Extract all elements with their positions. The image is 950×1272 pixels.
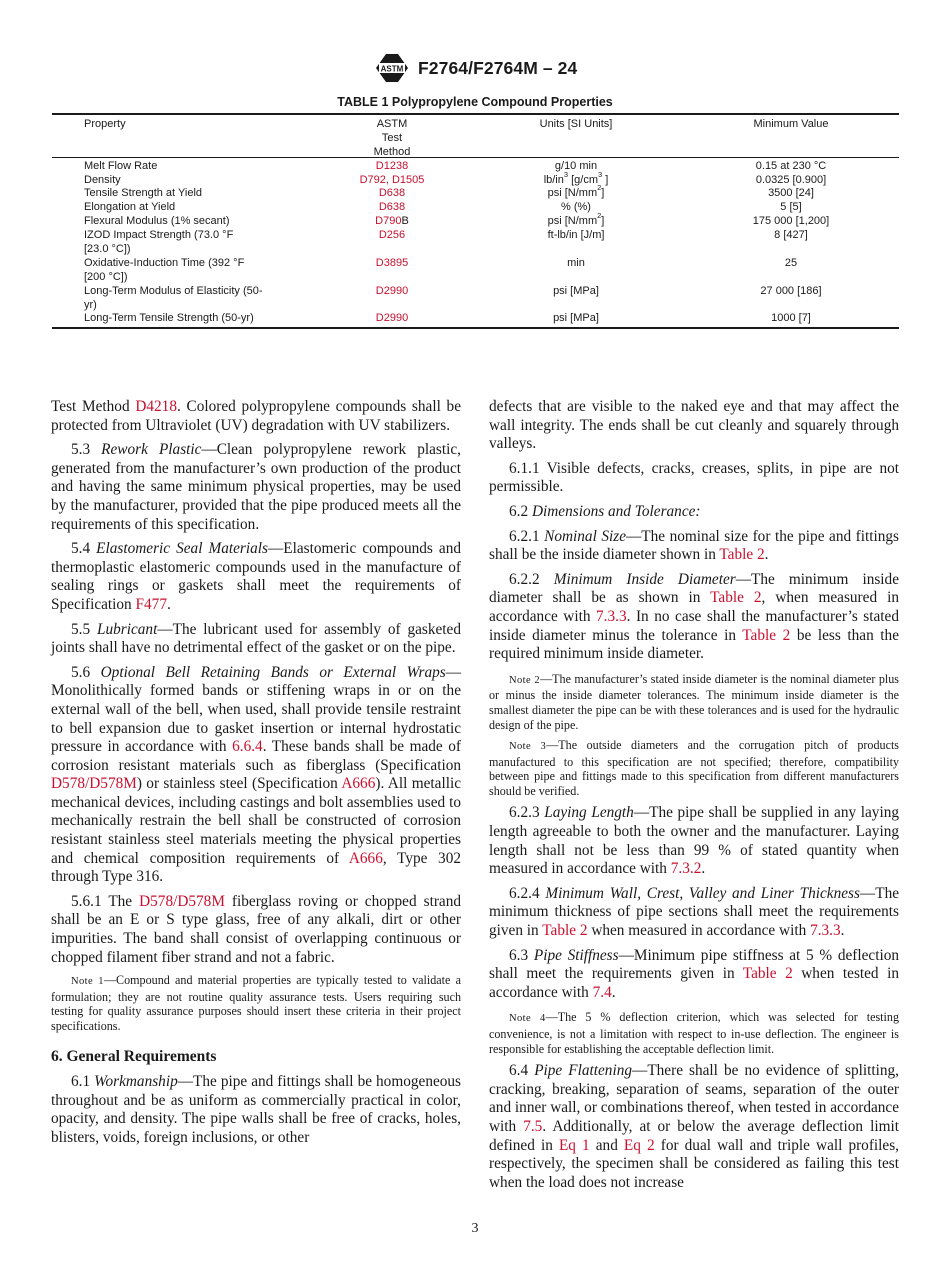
link-6-6-4[interactable]: 6.6.4 [232, 738, 263, 756]
link-a666[interactable]: A666 [348, 849, 383, 867]
link-table-2[interactable]: Table 2 [742, 626, 791, 644]
link-7-3-3[interactable]: 7.3.3 [596, 607, 627, 625]
note-4: Note 4—The 5 % deflection criterion, which was selected for testing convenience, is not a limitation with respect to in-use deflection. The engineer is responsible for establishing the acceptable deflection limit. [489, 1010, 899, 1056]
paragraph-test-method: Test Method D4218. Colored polypropylene compounds shall be protected from Ultraviolet (UV) degradation with UV stabilizers. [51, 398, 461, 434]
paragraph-6-2: 6.2 Dimensions and Tolerance: [509, 502, 701, 520]
link-d578[interactable]: D578/D578M [51, 775, 137, 793]
link-d4218[interactable]: D4218 [135, 398, 177, 415]
paragraph-6-2-4: 6.2.4 Minimum Wall, Crest, Valley and Liner Thickness—The minimum thickness of pipe sections shall meet the requirements given in Table 2 when measured in accordance with 7.3.3. [489, 884, 900, 940]
paragraph-6-1: 6.1 Workmanship—The pipe and fittings shall be homogeneous throughout and be as uniform as commercially practical in color, opacity, and density. The pipe walls shall be free of cracks, holes, blisters, voids, foreign inclusions, or other [51, 1073, 462, 1146]
table-title: TABLE 1 Polypropylene Compound Properties [337, 95, 613, 109]
link-table-2[interactable]: Table 2 [742, 965, 793, 983]
standard-designation: F2764/F2764M – 24 [418, 58, 578, 78]
table-bottom-rule [52, 327, 899, 329]
link-7-3-3[interactable]: 7.3.3 [810, 922, 841, 940]
paragraph-6-2-3: 6.2.3 Laying Length—The pipe shall be supplied in any laying length agreeable to both the owner and the manufacturer. Laying length shall not be less than 99 % of stated quantity when measured in accordance with 7.3.2. [489, 804, 899, 878]
page-header [0, 51, 950, 87]
col-header-units: Units [SI Units] [539, 118, 613, 130]
link-table-2[interactable]: Table 2 [710, 589, 762, 607]
table-header-rule [52, 157, 899, 158]
paragraph-6-4: 6.4 Pipe Flattening—There shall be no evidence of splitting, cracking, breaking, separation of seams, separation of the outer and inner wall, or combinations thereof, when tested in accordance with 7.5. Additionally, at or below the average deflection limit defined in Eq 1 and Eq 2 for dual wall and triple wall profiles, respectively, the specimen shall be considered as failing this test when the load does not increase [489, 1062, 899, 1191]
svg-text:ASTM: ASTM [380, 64, 404, 74]
col-header-astm: ASTM Test Method [373, 118, 411, 158]
paragraph-6-1-1: 6.1.1 Visible defects, cracks, creases, splits, in pipe are not permissible. [489, 459, 899, 496]
astm-logo-icon [372, 51, 412, 85]
link-7-5[interactable]: 7.5 [523, 1117, 543, 1135]
link-a666[interactable]: A666 [341, 775, 376, 793]
table-top-rule [52, 113, 899, 115]
note-1: Note 1—Compound and material properties are typically tested to validate a formulation; they are not routine quality assurance tests. Users requiring such testing for quality assurance purposes should insert these criteria in their project specifications. [51, 973, 461, 1033]
paragraph-5-3: 5.3 Rework Plastic—Clean polypropylene rework plastic, generated from the manufacturer’s own production of the product and having the same minimum physical properties, may be used by the manufacturer, provided that the pipe produced meets all the requirements of this specification. [51, 441, 461, 533]
section-heading-6: 6. General Requirements [51, 1047, 217, 1065]
link-eq-2[interactable]: Eq 2 [623, 1136, 655, 1154]
paragraph-5-5: 5.5 Lubricant—The lubricant used for assembly of gasketed joints shall have no detrimental effect of the gasket or on the pipe. [51, 620, 461, 657]
right-column [489, 398, 899, 1198]
page-number: 3 [471, 1221, 479, 1236]
note-3: Note 3—The outside diameters and the corrugation pitch of products manufactured to this specification are not specified; therefore, compatibility between pipe and fittings made to this specification from different manufacturers should be verified. [489, 738, 900, 798]
note-2: Note 2—The manufacturer’s stated inside diameter is the nominal diameter plus or minus the inside diameter tolerances. The minimum inside diameter is the smallest diameter the pipe can be with these tolerances and is used for the hydraulic design of the pipe. [489, 671, 899, 732]
link-eq-1[interactable]: Eq 1 [558, 1136, 590, 1154]
link-table-2[interactable]: Table 2 [719, 546, 765, 564]
paragraph-6-1-cont: defects that are visible to the naked eye and that may affect the wall integrity. The ends shall be cut cleanly and squarely through valleys. [489, 398, 899, 453]
col-header-min: Minimum Value [753, 118, 829, 130]
paragraph-6-2-2: 6.2.2 Minimum Inside Diameter—The minimum inside diameter shall be as shown in Table 2, when measured in accordance with 7.3.3. In no case shall the manufacturer’s stated inside diameter minus the tolerance in Table 2 be less than the required minimum inside diameter. [489, 570, 899, 663]
paragraph-5-6-1: 5.6.1 The D578/D578M fiberglass roving or chopped strand shall be an E or S type glass, free of any alkali, dirt or other impurities. The band shall consist of overlapping continuous or chopped filament fiber strand and not a fabric. [51, 892, 461, 966]
link-f477[interactable]: F477 [135, 595, 167, 613]
paragraph-6-3: 6.3 Pipe Stiffness—Minimum pipe stiffness at 5 % deflection shall meet the requirements given in Table 2 when tested in accordance with 7.4. [489, 946, 899, 1001]
link-7-3-2[interactable]: 7.3.2 [670, 860, 702, 878]
link-d578[interactable]: D578/D578M [139, 892, 225, 910]
left-column [51, 398, 461, 1154]
paragraph-6-2-1: 6.2.1 Nominal Size—The nominal size for the pipe and fittings shall be the inside diameter shown in Table 2. [489, 527, 899, 564]
link-7-4[interactable]: 7.4 [592, 983, 612, 1001]
paragraph-5-4: 5.4 Elastomeric Seal Materials—Elastomeric compounds and thermoplastic elastomeric compounds used in the manufacture of sealing rings or gaskets shall meet the requirements of Specification F477. [51, 540, 461, 613]
col-header-property: Property [84, 118, 126, 130]
paragraph-5-6: 5.6 Optional Bell Retaining Bands or External Wraps—Monolithically formed bands or stiffening wraps in or on the external wall of the bell, when used, shall provide tensile restraint to bell expansion due to gasket insertion or internal hydrostatic pressure in accordance with 6.6.4. These bands shall be made of corrosion resistant materials such as fiberglass (Specification D578/D578M) or stainless steel (Specification A666). All metallic mechanical devices, including castings and bolt assemblies used to mechanically restrain the bell shall be constructed of corrosion resistant stainless steel materials meeting the physical properties and chemical composition requirements of A666, Type 302 through Type 316. [51, 663, 462, 886]
link-table-2[interactable]: Table 2 [542, 922, 588, 940]
